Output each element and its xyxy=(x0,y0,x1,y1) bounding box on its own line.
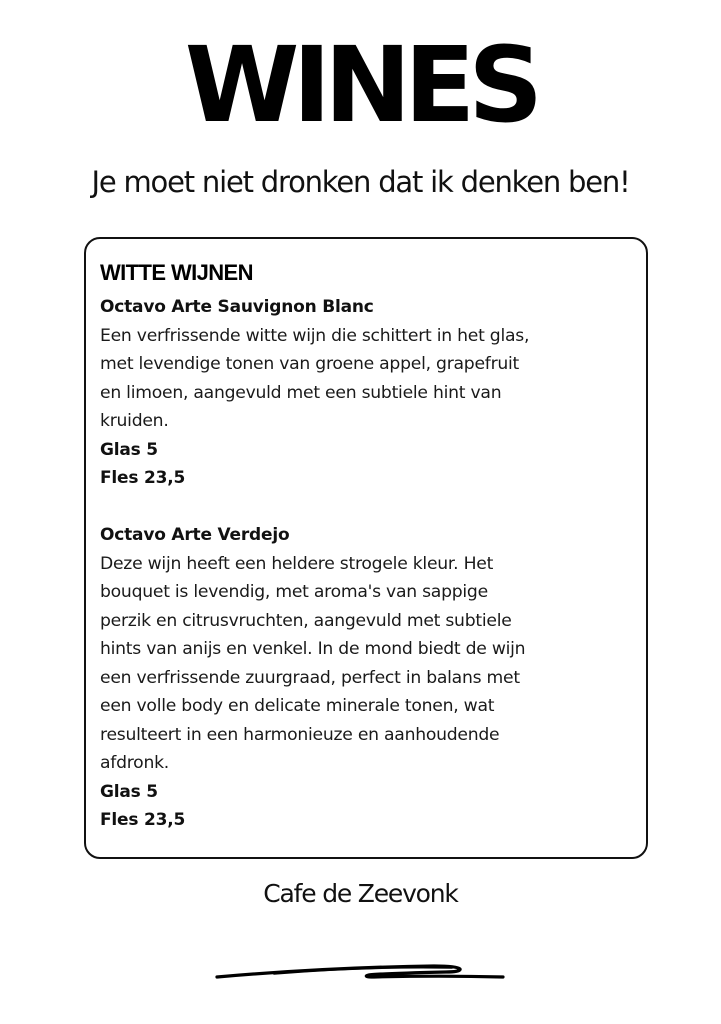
wine-menu-box xyxy=(84,237,648,859)
wine-description xyxy=(100,322,636,436)
wine-description-line: Deze wijn heeft een heldere strogele kleur. Het xyxy=(100,553,494,574)
section-title-white-wines: WITTE WIJNEN xyxy=(100,260,253,285)
wine-menu-content xyxy=(100,257,636,835)
tagline: Je moet niet dronken dat ik denken ben! xyxy=(91,165,630,199)
wine-description-line: een verfrissende zuurgraad, perfect in balans met xyxy=(100,667,520,688)
wine-description-line: hints van anijs en venkel. In de mond biedt de wijn xyxy=(100,639,526,659)
cafe-name: Cafe de Zeevonk xyxy=(263,879,458,908)
wine-description-line: Een verfrissende witte wijn die schittert in het glas, xyxy=(100,325,530,346)
wine-description-line: resulteert in een harmonieuze en aanhoudende xyxy=(100,724,500,745)
wine-description-line: bouquet is levendig, met aroma's van sappige xyxy=(100,582,488,602)
wine-spacer xyxy=(100,493,636,522)
wine-description-line: een volle body en delicate minerale tonen, wat xyxy=(100,696,495,716)
wine-description-line: en limoen, aangevuld met een subtiele hint van xyxy=(100,382,502,403)
glass-price: Glas 5 xyxy=(100,439,158,460)
wine-item-verdejo xyxy=(100,521,636,835)
wine-description xyxy=(100,550,636,778)
wine-description-line: kruiden. xyxy=(100,411,169,431)
brush-swoosh-icon xyxy=(214,958,506,984)
bottle-price: Fles 23,5 xyxy=(100,468,186,488)
wine-description-line: afdronk. xyxy=(100,753,170,773)
bottle-price: Fles 23,5 xyxy=(100,810,186,830)
wine-item-sauvignon-blanc xyxy=(100,293,636,493)
wine-name: Octavo Arte Sauvignon Blanc xyxy=(100,297,374,317)
wine-name: Octavo Arte Verdejo xyxy=(100,525,290,545)
page-title: WINES xyxy=(184,24,537,146)
glass-price: Glas 5 xyxy=(100,781,158,802)
wine-description-line: perzik en citrusvruchten, aangevuld met subtiele xyxy=(100,610,512,631)
wine-description-line: met levendige tonen van groene appel, grapefruit xyxy=(100,354,520,374)
